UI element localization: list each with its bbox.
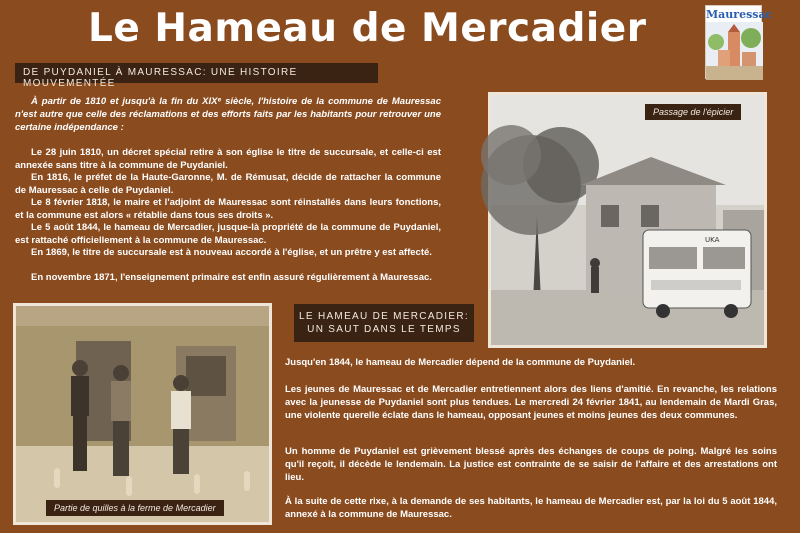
history-paragraph-4: Le 5 août 1844, le hameau de Mercadier, jusque-là propriété de la commune de Puydaniel, est rattaché officiellement à la commune de Mauressac.: [15, 222, 441, 246]
section-heading-history: DE PUYDANIEL À MAURESSAC: UNE HISTOIRE MOUVEMENTÉE: [15, 63, 378, 83]
page-title: Le Hameau de Mercadier: [88, 6, 647, 51]
logo-label: Mauressac: [706, 8, 773, 21]
section-heading-mercadier: [294, 304, 474, 342]
photo-skittles-game: [13, 303, 272, 525]
grocer-van-illustration: [491, 95, 764, 345]
photo-caption-skittles: Partie de quilles à la ferme de Mercadier: [46, 500, 224, 516]
section-heading-line-2: UN SAUT DANS LE TEMPS: [307, 324, 461, 335]
section-heading-line-1: LE HAMEAU DE MERCADIER:: [299, 311, 469, 322]
history-paragraph-3: Le 8 février 1818, le maire et l'adjoint de Mauressac sont réinstallés dans leurs fonctions, et la commune est alors « rétablie dans tous ses droits ».: [15, 197, 441, 221]
mauressac-logo: [705, 5, 773, 79]
mercadier-paragraph-2: Les jeunes de Mauressac et de Mercadier entretiennent alors des liens d'amitié. En revanche, les relations avec la jeunesse de Puydaniel sont plus tendues. Le mercredi 24 février 1841, au lendemain de Mardi Gras, une violente querelle éclate dans le hameau, opposant jeunes et moins jeunes des deux communes.: [285, 384, 777, 422]
mercadier-paragraph-1: Jusqu'en 1844, le hameau de Mercadier dépend de la commune de Puydaniel.: [285, 357, 636, 368]
history-paragraph-6: En novembre 1871, l'enseignement primaire est enfin assuré régulièrement à Mauressac.: [31, 272, 432, 283]
mercadier-paragraph-3: Un homme de Puydaniel est grièvement blessé après des échanges de coups de poing. Malgré les soins qu'il reçoit, il décède le lendemain. La justice est contrainte de se saisir de l'affaire et des arrestations ont lieu.: [285, 446, 777, 484]
photo-caption-grocer: Passage de l'épicier: [645, 104, 741, 120]
van-label: UKA: [705, 236, 720, 244]
history-paragraph-5: En 1869, le titre de succursale est à nouveau accordé à l'église, et un prêtre y est affecté.: [31, 247, 432, 258]
skittles-illustration: [16, 306, 269, 522]
history-paragraph-2: En 1816, le préfet de la Haute-Garonne, M. de Rémusat, décide de rattacher la commune de Mauressac à celle de Puydaniel.: [15, 172, 441, 196]
history-paragraph-1: Le 28 juin 1810, un décret spécial retire à son église le titre de succursale, et celle-ci est annexée sans titre à la commune de Puydaniel.: [15, 147, 441, 171]
intro-paragraph: À partir de 1810 et jusqu'à la fin du XIXᵉ siècle, l'histoire de la commune de Mauressac n'est autre que celle des réclamations et des efforts faits par les habitants pour retrouver une certaine indépendance :: [15, 96, 441, 133]
photo-grocer-van: [488, 92, 767, 348]
mercadier-paragraph-4: À la suite de cette rixe, à la demande de ses habitants, le hameau de Mercadier est, par la loi du 5 août 1844, annexé à la commune de Mauressac.: [285, 496, 777, 521]
